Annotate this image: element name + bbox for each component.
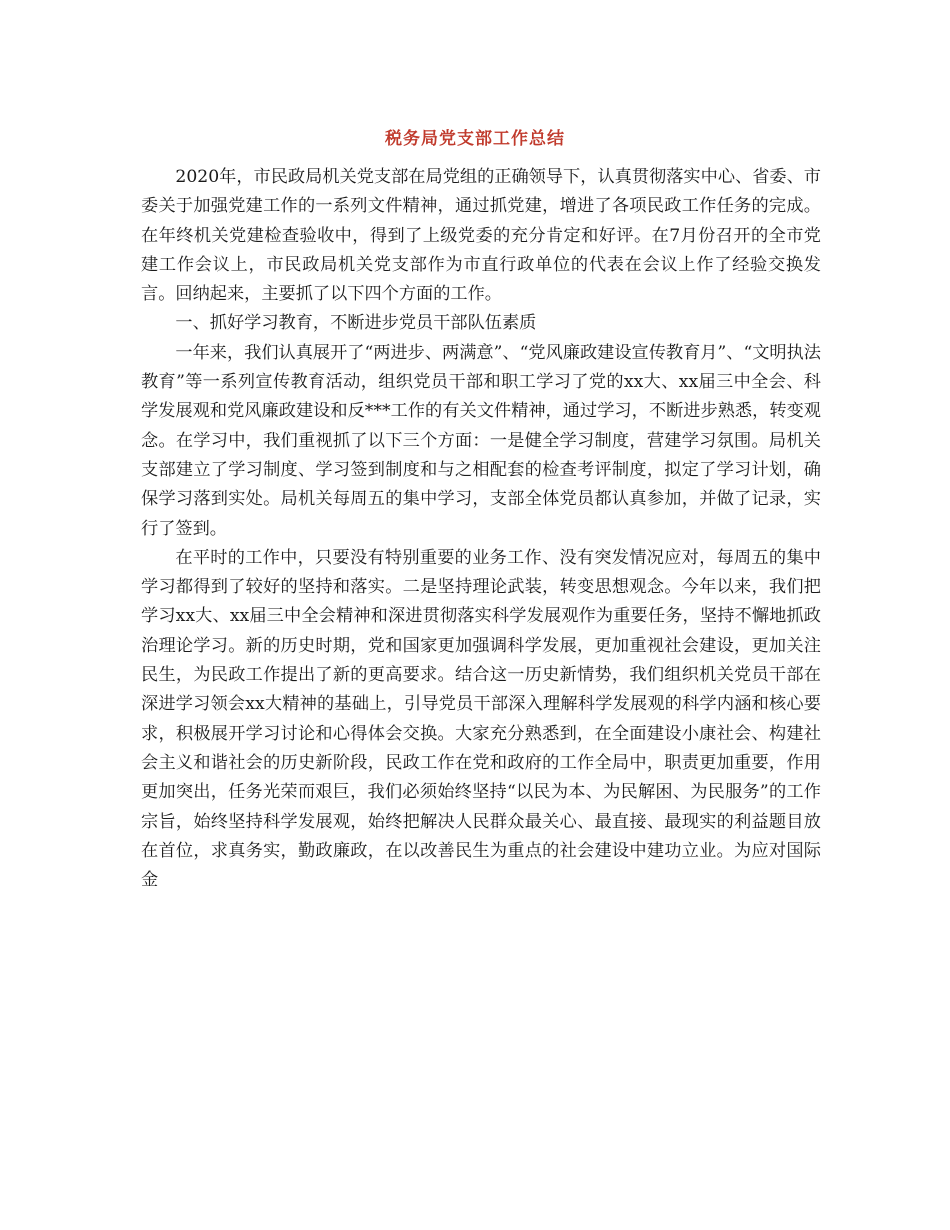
section-heading-1: 一、抓好学习教育，不断进步党员干部队伍素质 [175, 313, 537, 334]
paragraph-daily-work: 在平时的工作中，只要没有特别重要的业务工作、没有突发情况应对，每周五的集中学习都得到了较好的坚持和落实。二是坚持理论武装，转变思想观念。今年以来，我们把学习xx大、xx届三中全会精神和深进贯彻落实科学发展观作为重要任务，坚持不懈地抓政治理论学习。新的历史时期，党和国家更加强调科学发展，更加重视社会建设，更加关注民生，为民政工作提出了新的更高要求。结合这一历史新情势，我们组织机关党员干部在深进学习领会xx大精神的基础上，引导党员干部深入理解科学发展观的科学内涵和核心要求，积极展开学习讨论和心得体会交换。大家充分熟悉到，在全面建设小康社会、构建社会主义和谐社会的历史新阶段，民政工作在党和政府的工作全局中，职责更加重要，作用更加突出，任务光荣而艰巨，我们必须始终坚持“以民为本、为民解困、为民服务”的工作宗旨，始终坚持科学发展观，始终把解决人民群众最关心、最直接、最现实的利益题目放在首位，求真务实，勤政廉政，在以改善民生为重点的社会建设中建功立业。为应对国际金 [141, 547, 821, 891]
document-title: 税务局党支部工作总结 [385, 129, 565, 149]
document-body [141, 163, 821, 895]
paragraph-study-activities: 一年来，我们认真展开了“两进步、两满意”、“党风廉政建设宣传教育月”、“文明执法教育”等一系列宣传教育活动，组织党员干部和职工学习了党的xx大、xx届三中全会、科学发展观和党风廉政建设和反***工作的有关文件精神，通过学习，不断进步熟悉，转变观念。在学习中，我们重视抓了以下三个方面：一是健全学习制度，营建学习氛围。局机关支部建立了学习制度、学习签到制度和与之相配套的检查考评制度，拟定了学习计划，确保学习落到实处。局机关每周五的集中学习，支部全体党员都认真参加，并做了记录，实行了签到。 [141, 342, 821, 539]
paragraph-intro: 2020年，市民政局机关党支部在局党组的正确领导下，认真贯彻落实中心、省委、市委关于加强党建工作的一系列文件精神，通过抓党建，增进了各项民政工作任务的完成。在年终机关党建检查验收中，得到了上级党委的充分肯定和好评。在7月份召开的全市党建工作会议上，市民政局机关党支部作为市直行政单位的代表在会议上作了经验交换发言。回纳起来，主要抓了以下四个方面的工作。 [141, 167, 821, 305]
